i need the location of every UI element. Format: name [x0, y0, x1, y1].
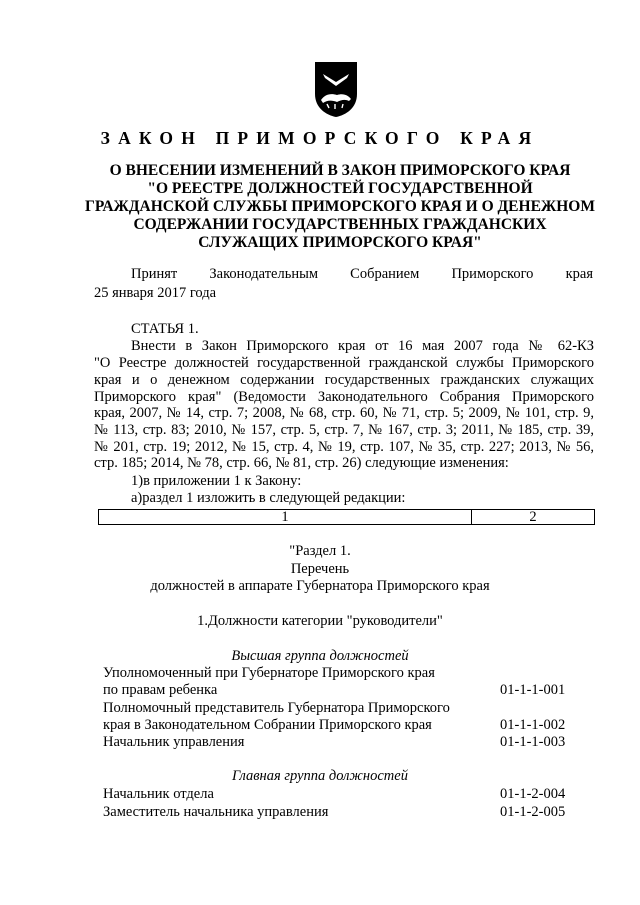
position-name: по правам ребенка — [103, 682, 218, 698]
subtitle-line: "О РЕЕСТРЕ ДОЛЖНОСТЕЙ ГОСУДАРСТВЕННОЙ — [147, 180, 533, 197]
article-line: № 113, стр. 83; 2010, № 157, стр. 5, стр. 7, № 167, стр. 3; 2011, № 185, стр. 39, — [94, 422, 594, 438]
amendment-item: 1)в приложении 1 к Закону: — [131, 473, 302, 489]
coat-of-arms-icon — [313, 60, 359, 118]
position-row — [103, 682, 573, 699]
position-code: 01-1-1-002 — [500, 717, 566, 733]
article-line: "О Реестре должностей государственной гражданской службы Приморского — [94, 355, 594, 371]
category-heading: 1.Должности категории "руководители" — [197, 613, 443, 629]
position-row — [103, 665, 573, 682]
position-name: Уполномоченный при Губернаторе Приморского края — [103, 665, 435, 681]
position-name: Полномочный представитель Губернатора Приморского — [103, 700, 450, 716]
position-row — [103, 717, 573, 734]
article-line: края, 2007, № 14, стр. 7; 2008, № 68, стр. 60, № 71, стр. 5; 2009, № 101, стр. 9, — [94, 405, 594, 421]
adopted-date: 25 января 2017 года — [94, 285, 217, 301]
law-title: ЗАКОН ПРИМОРСКОГО КРАЯ — [100, 128, 540, 148]
article-line: края и о денежном содержании государственных гражданских служащих — [94, 372, 594, 388]
position-code: 01-1-1-003 — [500, 734, 566, 750]
column-number-table — [98, 509, 595, 525]
position-name: Начальник управления — [103, 734, 245, 750]
section-subtitle: Перечень — [290, 561, 350, 577]
position-row — [103, 786, 573, 803]
subtitle-line: О ВНЕСЕНИИ ИЗМЕНЕНИЙ В ЗАКОН ПРИМОРСКОГО КРАЯ — [109, 162, 571, 179]
group-heading: Высшая группа должностей — [231, 648, 409, 664]
position-row — [103, 804, 573, 821]
position-row — [103, 734, 573, 751]
subtitle-line: СЛУЖАЩИХ ПРИМОРСКОГО КРАЯ" — [198, 234, 482, 251]
law-subtitle — [80, 162, 600, 252]
article-heading: СТАТЬЯ 1. — [131, 321, 199, 337]
position-code: 01-1-1-001 — [500, 682, 566, 698]
position-code: 01-1-2-005 — [500, 804, 566, 820]
column-number-2: 2 — [529, 509, 537, 525]
position-name: Заместитель начальника управления — [103, 804, 329, 820]
section-title: "Раздел 1. — [289, 543, 351, 559]
article-line: № 201, стр. 19; 2012, № 15, стр. 4, № 19, стр. 107, № 35, стр. 227; 2013, № 56, — [94, 439, 594, 455]
position-name: края в Законодательном Собрании Приморского края — [103, 717, 432, 733]
article-line: Внести в Закон Приморского края от 16 мая 2007 года № 62-КЗ — [131, 338, 594, 354]
section-description: должностей в аппарате Губернатора Приморского края — [150, 578, 490, 594]
article-line: стр. 185; 2014, № 78, стр. 66, № 81, стр. 26) следующие изменения: — [94, 455, 509, 471]
position-code: 01-1-2-004 — [500, 786, 566, 802]
group-heading: Главная группа должностей — [232, 768, 408, 784]
position-row — [103, 700, 573, 717]
article-line: Приморского края" (Ведомости Законодательного Собрания Приморского — [94, 389, 594, 405]
adopted-line: Принят Законодательным Собранием Приморского края — [131, 266, 593, 282]
column-number-1: 1 — [99, 510, 472, 524]
subtitle-line: ГРАЖДАНСКОЙ СЛУЖБЫ ПРИМОРСКОГО КРАЯ И О ДЕНЕЖНОМ — [85, 198, 595, 215]
amendment-subitem: а)раздел 1 изложить в следующей редакции: — [131, 490, 406, 506]
subtitle-line: СОДЕРЖАНИИ ГОСУДАРСТВЕННЫХ ГРАЖДАНСКИХ — [133, 216, 547, 233]
position-name: Начальник отдела — [103, 786, 214, 802]
